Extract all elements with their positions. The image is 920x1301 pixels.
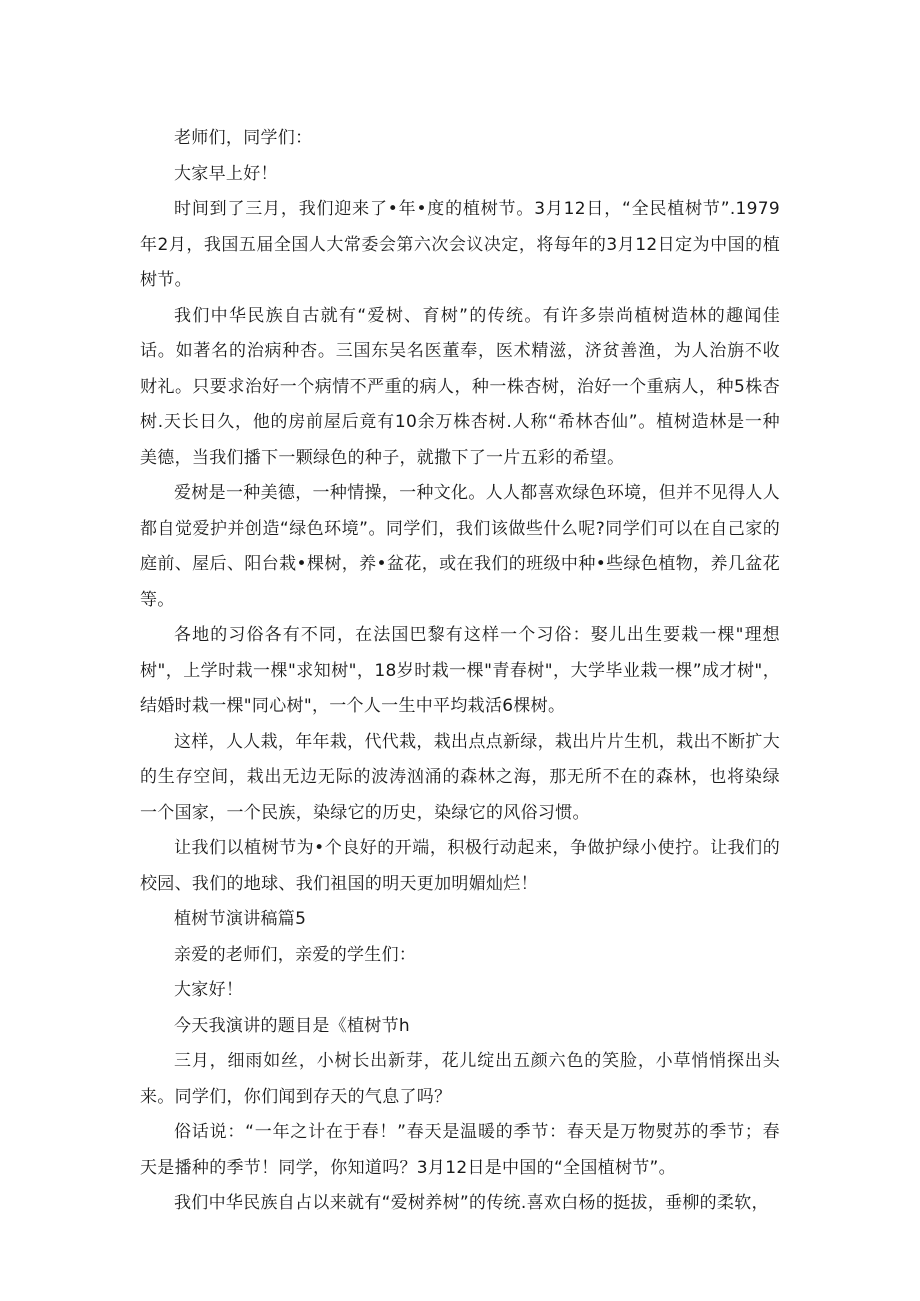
- paragraph-hello: 大家好！: [174, 980, 244, 1000]
- paragraph-virtue: 爱树是一种美德，一种情操，一种文化。人人都喜欢绿色环境，但并不见得人人都自觉爱护并创造“绿色环境”。同学们，我们该做些什么呢?同学们可以在自己家的庭前、屋后、阳台栽•棵树，养•盆花，或在我们的班级中种•些绿色植物，养几盆花等。: [140, 483, 780, 610]
- document-body: [140, 121, 780, 1222]
- paragraph-salutation: 亲爱的老师们，亲爱的学生们：: [174, 944, 417, 965]
- paragraph-customs: 各地的习俗各有不同，在法国巴黎有这样一个习俗：娶儿出生要栽一棵"理想树"，上学时栽一棵"求知树"，18岁时栽一棵"青春树"，大学毕业栽一棵”成才树"，结婚时栽一棵"同心树"，一个人一生中平均栽活6棵树。: [140, 625, 780, 716]
- paragraph-good-morning: 大家早上好！: [174, 163, 278, 184]
- paragraph-call-to-action: 让我们以植树节为•个良好的开端，积极行动起来，争做护绿小使拧。让我们的校园、我们的地球、我们祖国的明天更加明媚灿烂！: [140, 838, 780, 894]
- paragraph-topic: 今天我演讲的题目是《植树节h: [174, 1015, 410, 1036]
- paragraph-march: 三月，细雨如丝，小树长出新芽，花儿绽出五颜六色的笑脸，小草悄悄探出头来。同学们，你们闻到存天的气息了吗？: [140, 1051, 780, 1107]
- paragraph-intro: 时间到了三月，我们迎来了•年•度的植树节。3月12日，“全民植树节”.1979年2月，我国五届全国人大常委会第六次会议决定，将每年的3月12日定为中国的植树节。: [140, 199, 780, 290]
- paragraph-planting: 这样，人人栽，年年栽，代代栽，栽出点点新绿，栽出片片生机，栽出不断扩大的生存空间，栽出无边无际的波涛汹涌的森林之海，那无所不在的森林，也将染绿一个国家，一个民族，染绿它的历史，染绿它的风俗习惯。: [140, 731, 780, 823]
- paragraph-greeting: 老师们，同学们：: [174, 128, 313, 148]
- paragraph-proverb: 俗话说：“一年之计在于春！”春天是温暖的季节：春天是万物熨苏的季节；春天是播种的季节！同学，你知道吗？3月12日是中国的“全国植树节”。: [140, 1122, 780, 1178]
- paragraph-tradition: 我们中华民族自古就有“爱树、育树”的传统。有许多崇尚植树造林的趣闻佳话。如著名的治病种杏。三国东吴名医董奉，医术精滋，济贫善渔，为人治旃不收财礼。只要求治好一个病情不严重的病人，种一株杏树，治好一个重病人，种5株杏树.天长日久，他的房前屋后竟有10余万株杏树.人称“希林杏仙”。植树造林是一种美德，当我们播下一颗绿色的种子，就撒下了一片五彩的希望。: [140, 305, 780, 468]
- paragraph-heritage: 我们中华民族自占以来就有“爱树养树”的传统.喜欢白杨的挺拔，垂柳的柔软，: [174, 1193, 769, 1213]
- section-heading: 植树节演讲稿篇5: [174, 909, 307, 929]
